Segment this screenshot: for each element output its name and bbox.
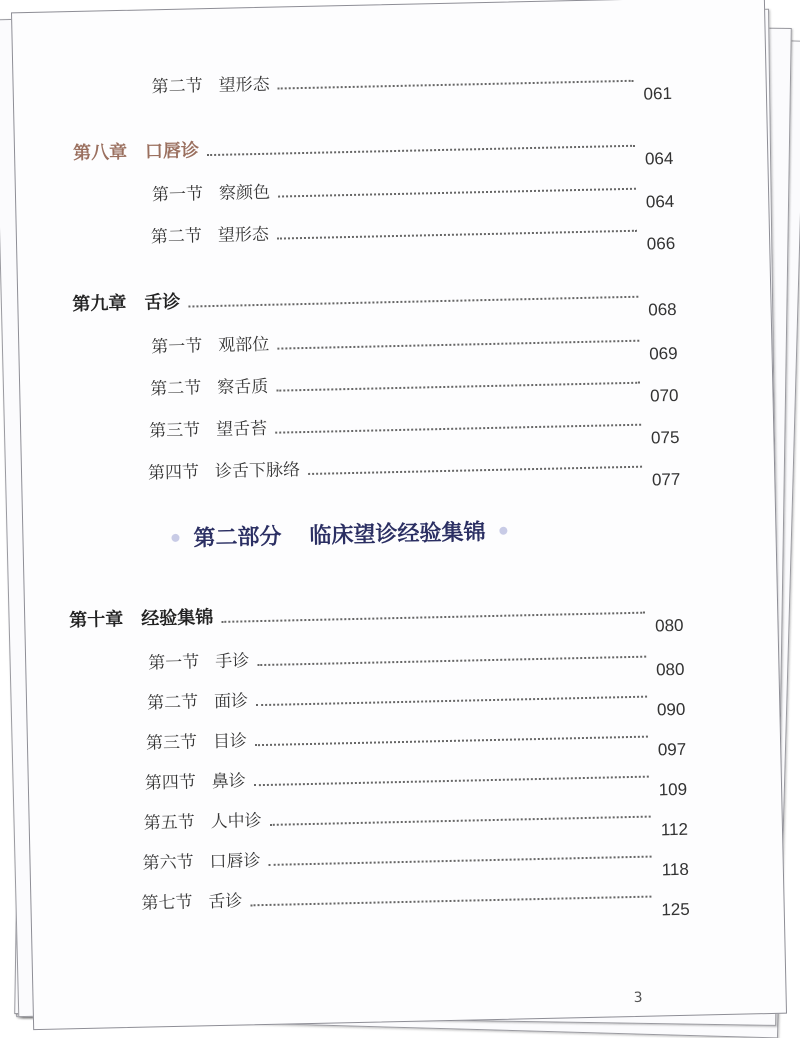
entry-page-number: 080 <box>654 615 684 636</box>
dot-leader <box>270 815 651 826</box>
entry-label: 第三节 <box>145 732 198 754</box>
toc-chapter-entry[interactable] <box>72 275 677 320</box>
entry-label: 第六节 <box>142 852 194 874</box>
entry-page-number: 097 <box>657 739 687 760</box>
toc-entry[interactable] <box>141 875 690 920</box>
toc-entry[interactable] <box>148 403 680 448</box>
entry-label: 第四节 <box>147 462 200 484</box>
dot-leader <box>278 79 634 90</box>
toc-entry[interactable] <box>151 319 678 364</box>
entry-label: 第三节 <box>148 420 201 442</box>
entry-page-number: 068 <box>648 299 677 320</box>
entry-page-number: 125 <box>661 899 690 920</box>
entry-label: 第一节 <box>151 184 204 206</box>
chapter-label: 第十章 <box>69 609 124 632</box>
dot-leader <box>276 381 640 392</box>
entry-page-number: 064 <box>644 148 674 169</box>
entry-page-number: 109 <box>658 779 688 800</box>
entry-page-number: 064 <box>645 191 675 212</box>
entry-title: 察颜色 <box>218 182 271 204</box>
entry-label: 第二节 <box>151 76 203 98</box>
dot-leader <box>188 295 638 308</box>
toc-entry[interactable] <box>147 445 681 490</box>
entry-page-number: 112 <box>660 819 689 840</box>
entry-label: 第二节 <box>146 692 199 714</box>
entry-title: 口唇诊 <box>209 851 261 873</box>
dot-leader <box>308 465 642 475</box>
entry-title: 人中诊 <box>210 811 262 833</box>
entry-title: 观部位 <box>218 334 270 356</box>
entry-page-number: 077 <box>651 469 681 490</box>
toc-page <box>11 0 787 1030</box>
dot-leader <box>269 855 652 866</box>
toc-chapter-entry[interactable] <box>72 124 674 169</box>
dot-leader <box>207 144 635 156</box>
page-folio: 3 <box>633 989 643 1006</box>
dot-leader <box>277 339 639 350</box>
entry-title: 手诊 <box>214 651 250 673</box>
part-label: 第二部分 <box>193 524 282 552</box>
toc-chapter-entry[interactable] <box>69 591 684 636</box>
toc-entry[interactable] <box>150 209 676 254</box>
chapter-title: 舌诊 <box>144 291 181 314</box>
toc-entry[interactable] <box>144 755 688 800</box>
dot-leader <box>275 423 641 434</box>
entry-label: 第四节 <box>144 772 197 794</box>
part-title: 临床望诊经验集锦 <box>309 520 486 549</box>
entry-label: 第二节 <box>150 378 202 400</box>
entry-title: 面诊 <box>213 691 249 713</box>
toc-entry[interactable] <box>142 835 690 880</box>
entry-title: 望形态 <box>217 224 270 246</box>
entry-page-number: 070 <box>649 385 679 406</box>
dot-leader <box>255 735 648 747</box>
toc-entry[interactable] <box>150 361 679 406</box>
chapter-title: 经验集锦 <box>141 607 214 630</box>
chapter-title: 口唇诊 <box>144 140 200 163</box>
chapter-label: 第九章 <box>72 292 127 316</box>
dot-leader <box>277 229 637 240</box>
entry-label: 第一节 <box>151 336 203 358</box>
entry-label: 第一节 <box>148 652 200 674</box>
entry-page-number: 080 <box>655 659 685 680</box>
heading-dot-right <box>499 526 507 534</box>
part-heading <box>171 515 508 553</box>
entry-title: 察舌质 <box>217 376 269 398</box>
entry-page-number: 118 <box>661 859 690 880</box>
entry-page-number: 066 <box>646 233 676 254</box>
entry-label: 第五节 <box>143 812 195 834</box>
dot-leader <box>256 695 647 707</box>
entry-page-number: 069 <box>649 343 678 364</box>
dot-leader <box>221 611 645 623</box>
entry-title: 望形态 <box>218 74 270 96</box>
toc-entry[interactable] <box>151 167 675 212</box>
entry-page-number: 061 <box>643 83 673 104</box>
entry-title: 目诊 <box>212 731 248 753</box>
entry-title: 望舌苔 <box>215 418 268 440</box>
entry-label: 第二节 <box>150 226 203 248</box>
dot-leader <box>250 895 651 907</box>
entry-page-number: 090 <box>656 699 686 720</box>
chapter-label: 第八章 <box>72 141 128 165</box>
entry-title: 诊舌下脉络 <box>214 460 301 483</box>
toc-entry[interactable] <box>146 675 686 720</box>
entry-page-number: 075 <box>650 427 680 448</box>
dot-leader <box>257 655 646 666</box>
heading-dot-left <box>171 533 179 541</box>
entry-label: 第七节 <box>141 892 193 914</box>
toc-entry[interactable] <box>151 59 673 104</box>
entry-title: 鼻诊 <box>211 771 247 793</box>
entry-title: 舌诊 <box>208 891 243 913</box>
toc-entry[interactable] <box>145 715 687 760</box>
toc-entry[interactable] <box>148 635 685 680</box>
toc-entry[interactable] <box>143 795 689 840</box>
dot-leader <box>278 187 636 198</box>
dot-leader <box>254 775 649 787</box>
